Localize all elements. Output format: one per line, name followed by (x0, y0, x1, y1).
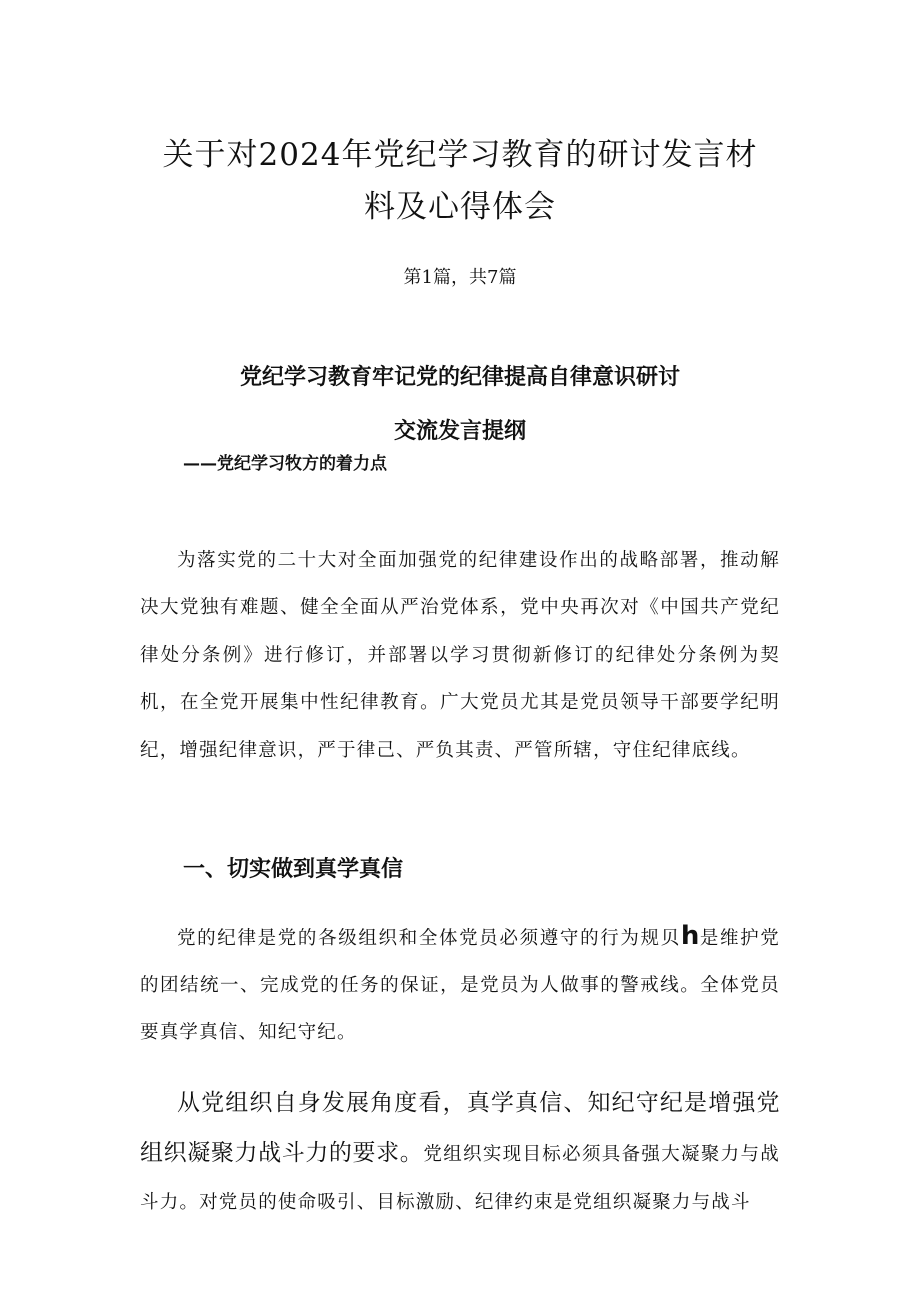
paragraph-3 (140, 1079, 780, 1227)
paragraph-2-marker: h (680, 920, 700, 951)
part-indicator: 第1篇，共7篇 (403, 267, 517, 288)
document-title (120, 129, 800, 233)
document-title-line-2: 料及心得体会 (364, 188, 556, 225)
document-title-line-1: 关于对2024年党纪学习教育的研讨发言材 (162, 136, 758, 173)
paragraph-3-text: 党组织实现目标必须具备强大凝聚力与战斗力。对党员的使命吸引、目标激励、纪律约束是党组织凝聚力与战斗 (140, 1143, 780, 1213)
section-title (170, 351, 750, 459)
paragraph-2-text-b: 是维护党的团结统一、完成党的任务的保证，是党员为人做事的警戒线。全体党员要真学真信、知纪守纪。 (140, 927, 780, 1043)
paragraph-2 (140, 913, 780, 1056)
section-title-line-1: 党纪学习教育牢记党的纪律提高自律意识研讨 (239, 365, 680, 391)
section-title-line-2: 交流发言提纲 (393, 419, 526, 445)
paragraph-2-text-a: 党的纪律是党的各级组织和全体党员必须遵守的行为规贝 (177, 927, 681, 949)
intro-paragraph: 为落实党的二十大对全面加强党的纪律建设作出的战略部署，推动解决大党独有难题、健全全面从严治党体系，党中央再次对《中国共产党纪律处分条例》进行修订，并部署以学习贯彻新修订的纪律处分条例为契机，在全党开展集中性纪律教育。广大党员尤其是党员领导干部要学纪明纪，增强纪律意识，严于律己、严负其责、严管所辖，守住纪律底线。 (140, 549, 780, 761)
section-subtitle: ——党纪学习牧方的着力点 (183, 454, 387, 474)
paragraph-3-lead: 从党组织自身发展角度看，真学真信、知纪守纪是增强党组织凝聚力战斗力的要求。 (140, 1089, 780, 1166)
heading-1: 一、切实做到真学真信 (183, 857, 404, 882)
